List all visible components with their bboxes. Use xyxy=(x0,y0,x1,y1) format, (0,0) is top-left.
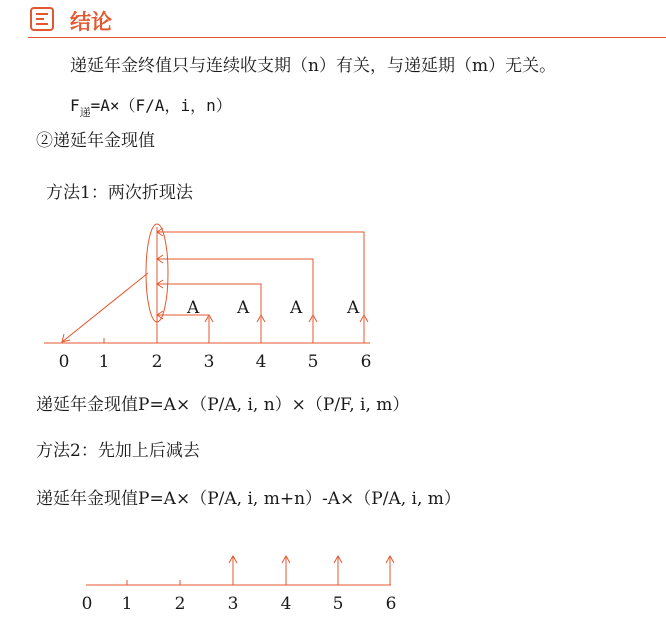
time-label-0: 0 xyxy=(58,352,70,372)
payment-label-6: A xyxy=(347,298,360,318)
time2-label-5: 5 xyxy=(332,594,344,614)
method2-heading: 方法2：先加上后减去 xyxy=(36,441,200,461)
time2-label-4: 4 xyxy=(280,594,292,614)
payment-label-5: A xyxy=(290,298,303,318)
method2-formula: 递延年金现值P=A×（P/A, i, m+n）-A×（P/A, i, m） xyxy=(36,489,461,509)
payment-label-4: A xyxy=(237,298,250,318)
time-label-4: 4 xyxy=(255,352,267,372)
fv-formula-body: =A×（F/A，i，n） xyxy=(90,96,232,115)
time2-label-6: 6 xyxy=(385,594,397,614)
discount-arrow xyxy=(62,273,148,342)
method1-heading: 方法1：两次折现法 xyxy=(46,183,193,203)
time2-label-2: 2 xyxy=(174,594,186,614)
time-label-3: 3 xyxy=(203,352,215,372)
fv-symbol: F xyxy=(70,96,80,115)
section-title: 结论 xyxy=(70,10,112,34)
fv-subscript: 递 xyxy=(79,106,91,119)
present-value-heading: ②递延年金现值 xyxy=(36,131,155,151)
payment-label-3: A xyxy=(187,298,200,318)
time-label-5: 5 xyxy=(307,352,319,372)
time2-label-1: 1 xyxy=(121,594,133,614)
time-label-6: 6 xyxy=(360,352,372,372)
time2-label-3: 3 xyxy=(227,594,239,614)
conclusion-text: 递延年金终值只与连续收支期（n）有关，与递延期（m）无关。 xyxy=(70,56,557,76)
time2-label-0: 0 xyxy=(81,594,93,614)
method1-formula: 递延年金现值P=A×（P/A, i, n）×（P/F, i, m） xyxy=(36,395,410,415)
time-label-2: 2 xyxy=(151,352,163,372)
time-label-1: 1 xyxy=(98,352,110,372)
